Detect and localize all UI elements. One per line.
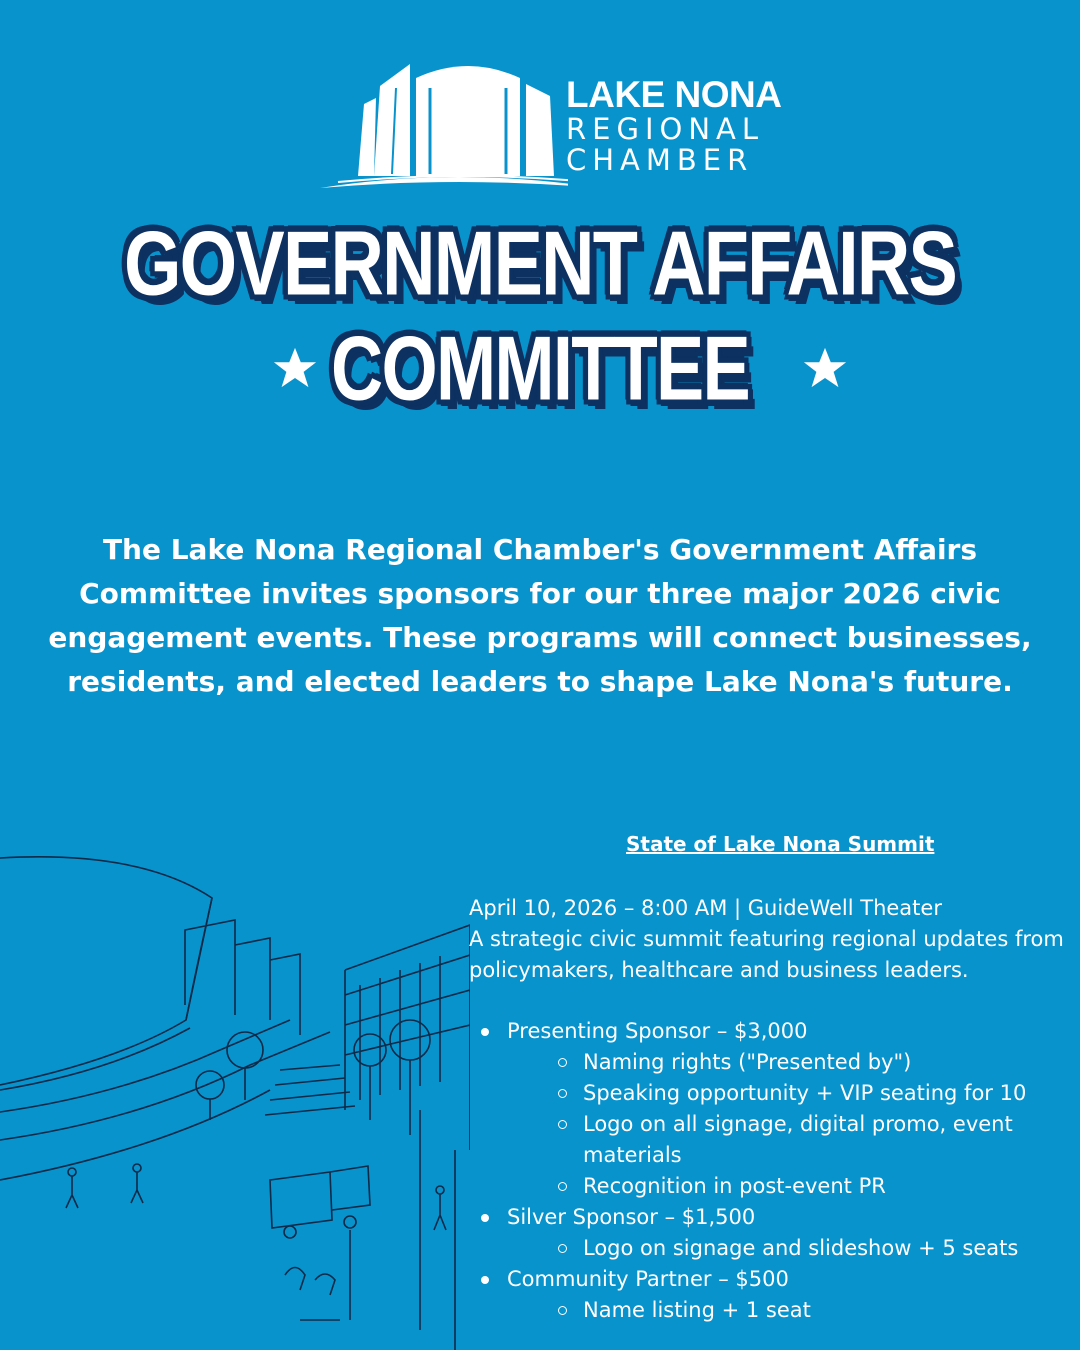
tier-label: Presenting Sponsor – $3,000 [507,1019,808,1043]
benefit-list [507,1047,1080,1202]
event-date-line: April 10, 2026 – 8:00 AM | GuideWell Theater [469,896,942,920]
bullet-icon [481,1028,489,1036]
star-icon [272,345,318,391]
benefit-list [507,1295,1080,1326]
benefit-text: Recognition in post-event PR [583,1174,886,1198]
star-icon [802,345,848,391]
benefit-text: Naming rights ("Presented by") [583,1050,912,1074]
bullet-icon [481,1214,489,1222]
list-item [507,1295,1080,1326]
hollow-bullet-icon [558,1244,567,1253]
hollow-bullet-icon [558,1120,567,1129]
chamber-logo [318,58,818,193]
city-street-line-drawing-icon [0,850,470,1350]
hollow-bullet-icon [558,1306,567,1315]
tier-label: Community Partner – $500 [507,1267,789,1291]
tier-label: Silver Sponsor – $1,500 [507,1205,756,1229]
sponsor-tier-presenting [469,1016,1080,1202]
intro-paragraph: The Lake Nona Regional Chamber's Government Affairs Committee invites sponsors for our three major 2026 civic engagement events. These programs will connect businesses, residents, and elected leaders to shape Lake Nona's future. [48,533,1032,698]
sponsor-tier-list [469,1016,1080,1326]
building-skyline-logo-icon [318,58,568,193]
event-description: A strategic civic summit featuring regional updates from policymakers, healthcare and business leaders. [469,927,1064,982]
sponsor-tier-community [469,1264,1080,1326]
list-item [507,1047,1080,1078]
event-details [469,893,1080,1326]
benefit-list [507,1233,1080,1264]
list-item [507,1171,1080,1202]
logo-line-regional: REGIONAL [566,112,765,146]
hollow-bullet-icon [558,1182,567,1191]
benefit-text: Logo on signage and slideshow + 5 seats [583,1236,1019,1260]
bullet-icon [481,1276,489,1284]
hollow-bullet-icon [558,1089,567,1098]
benefit-text: Speaking opportunity + VIP seating for 10 [583,1081,1027,1105]
headline-line-2: COMMITTEE [331,317,749,419]
sponsor-tier-silver [469,1202,1080,1264]
hollow-bullet-icon [558,1058,567,1067]
event-title[interactable]: State of Lake Nona Summit [626,832,935,856]
headline-line-1: GOVERNMENT AFFAIRS [123,212,957,314]
list-item [507,1233,1080,1264]
benefit-text: Logo on all signage, digital promo, event materials [583,1112,1013,1167]
list-item [507,1109,1080,1171]
list-item [507,1078,1080,1109]
logo-line-lake-nona: LAKE NONA [566,74,782,115]
benefit-text: Name listing + 1 seat [583,1298,811,1322]
logo-line-chamber: CHAMBER [566,143,754,177]
